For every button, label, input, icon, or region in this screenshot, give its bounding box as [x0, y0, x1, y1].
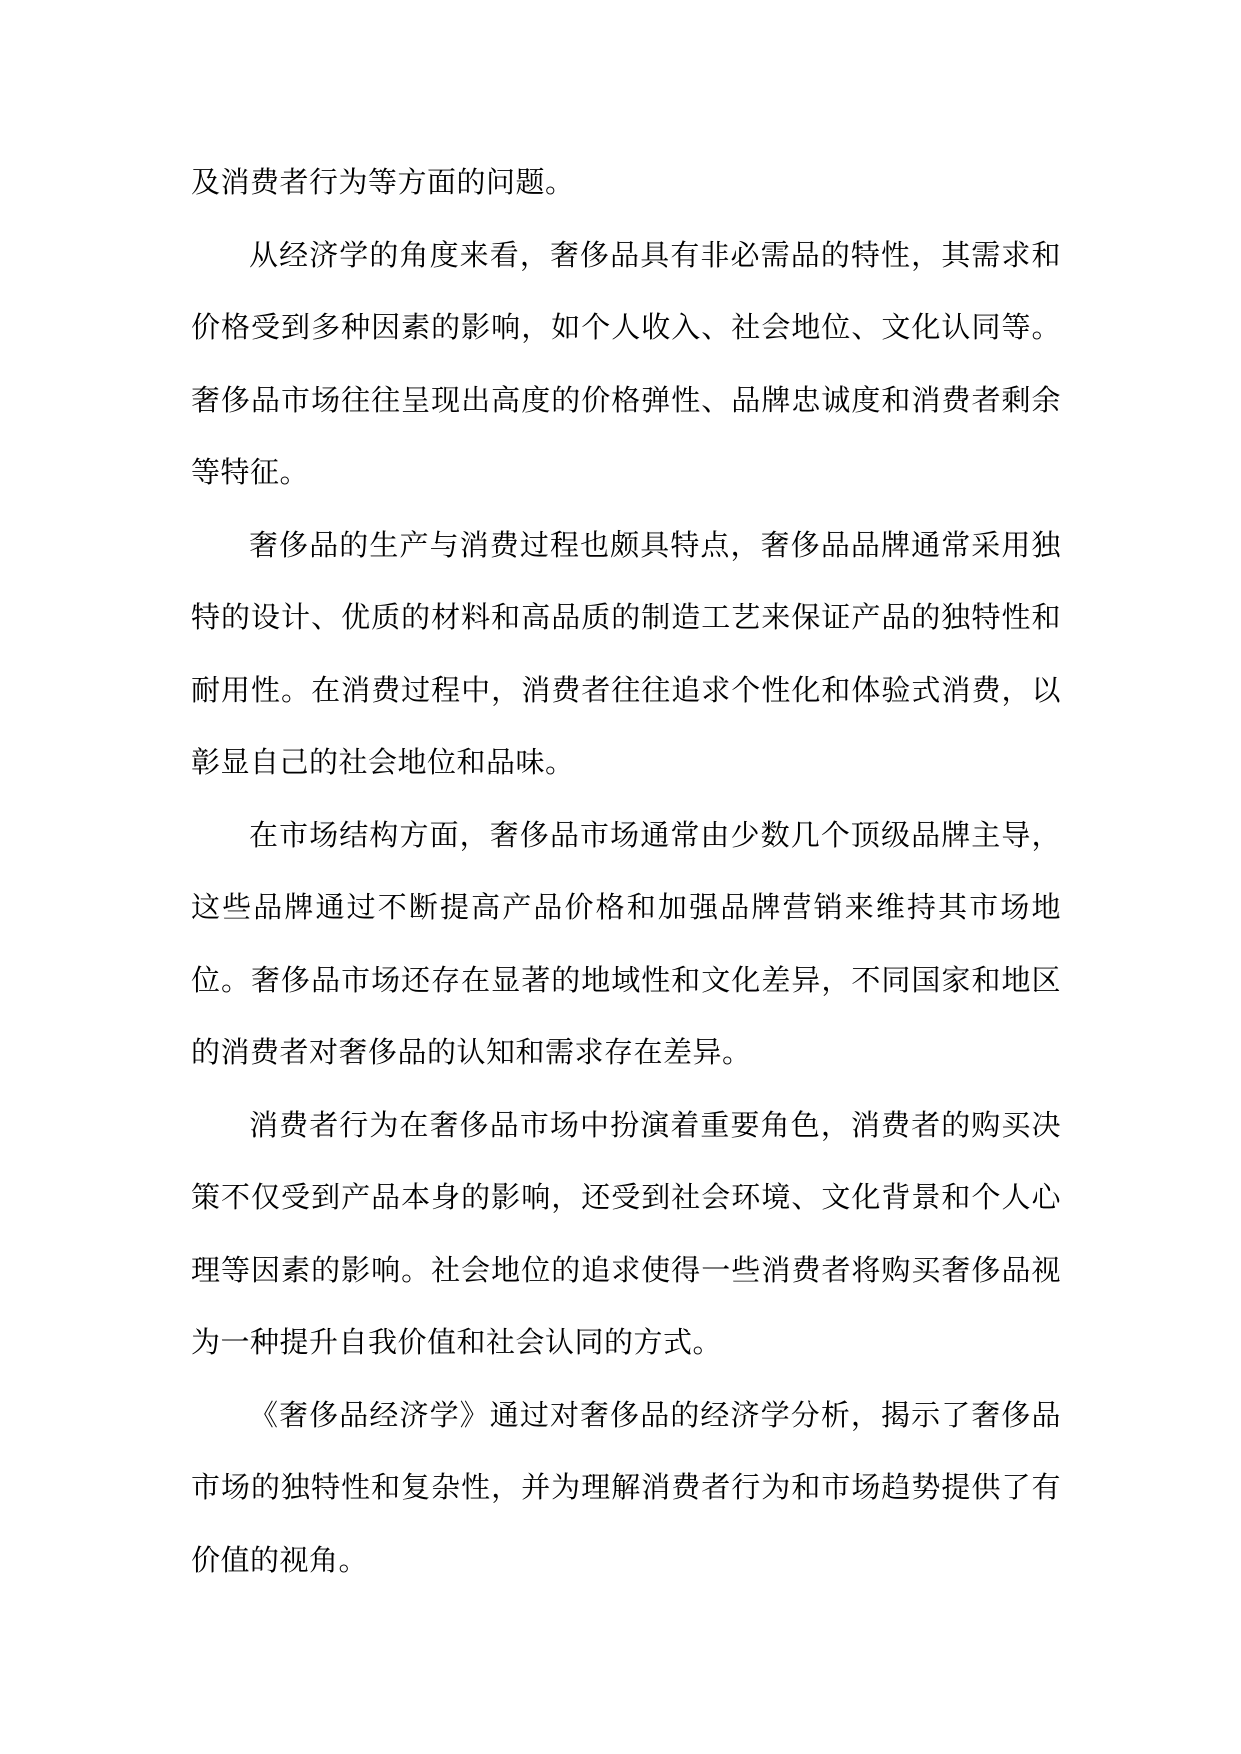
- paragraph-conclusion: 《奢侈品经济学》通过对奢侈品的经济学分析，揭示了奢侈品市场的独特性和复杂性，并为理解消费者行为和市场趋势提供了有价值的视角。: [191, 1397, 1061, 1577]
- paragraph-consumer-behavior: 消费者行为在奢侈品市场中扮演着重要角色，消费者的购买决策不仅受到产品本身的影响，还受到社会环境、文化背景和个人心理等因素的影响。社会地位的追求使得一些消费者将购买奢侈品视为一种提升自我价值和社会认同的方式。: [191, 1107, 1061, 1359]
- paragraph-economics-perspective: 从经济学的角度来看，奢侈品具有非必需品的特性，其需求和价格受到多种因素的影响，如个人收入、社会地位、文化认同等。奢侈品市场往往呈现出高度的价格弹性、品牌忠诚度和消费者剩余等特征。: [191, 237, 1061, 489]
- document-body: [191, 146, 1061, 1596]
- paragraph-production-consumption: 奢侈品的生产与消费过程也颇具特点，奢侈品品牌通常采用独特的设计、优质的材料和高品质的制造工艺来保证产品的独特性和耐用性。在消费过程中，消费者往往追求个性化和体验式消费，以彰显自己的社会地位和品味。: [191, 527, 1061, 779]
- paragraph-continuation: 及消费者行为等方面的问题。: [191, 165, 575, 199]
- paragraph-market-structure: 在市场结构方面，奢侈品市场通常由少数几个顶级品牌主导，这些品牌通过不断提高产品价格和加强品牌营销来维持其市场地位。奢侈品市场还存在显著的地域性和文化差异，不同国家和地区的消费者对奢侈品的认知和需求存在差异。: [191, 817, 1061, 1069]
